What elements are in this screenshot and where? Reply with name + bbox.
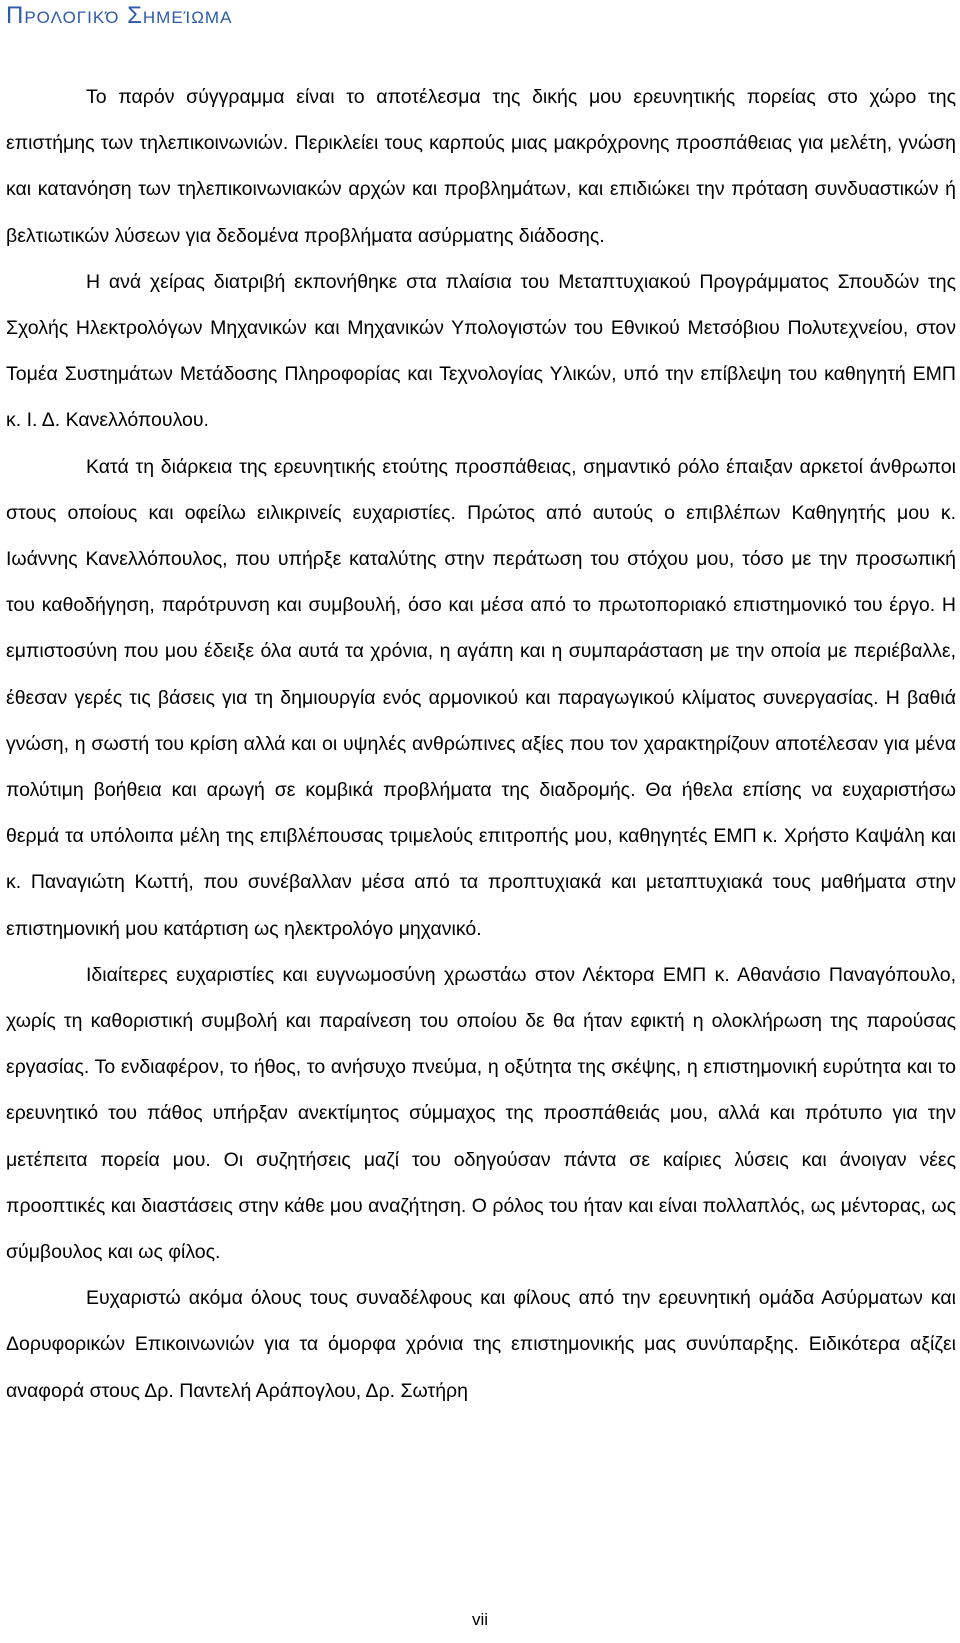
paragraph-4: Ιδιαίτερες ευχαριστίες και ευγνωμοσύνη χρωστάω στον Λέκτορα ΕΜΠ κ. Αθανάσιο Παναγόπουλο, χωρίς τη καθοριστική συμβολή και παραίνεση του οποίου δε θα ήταν εφικτή η ολοκλήρωση της παρούσας εργασίας. Το ενδιαφέρον, το ήθος, το ανήσυχο πνεύμα, η οξύτητα της σκέψης, η επιστημονική ευρύτητα και το ερευνητικό του πάθος υπήρξαν ανεκτίμητος σύμμαχος της προσπάθειάς μου, αλλά και πρότυπο για την μετέπειτα πορεία μου. Οι συζητήσεις μαζί του οδηγούσαν πάντα σε καίριες λύσεις και άνοιγαν νέες προοπτικές και διαστάσεις στην κάθε μου αναζήτηση. Ο ρόλος του ήταν και είναι πολλαπλός, ως μέντορας, ως σύμβουλος και ως φίλος.: [6, 963, 956, 1264]
page-heading: Προλογικό Σημείωμα: [6, 2, 233, 29]
paragraph-2: Η ανά χείρας διατριβή εκπονήθηκε στα πλαίσια του Μεταπτυχιακού Προγράμματος Σπουδών της Σχολής Ηλεκτρολόγων Μηχανικών και Μηχανικών Υπολογιστών του Εθνικού Μετσόβιου Πολυτεχνείου, στον Τομέα Συστημάτων Μετάδοσης Πληροφορίας και Τεχνολογίας Υλικών, υπό την επίβλεψη του καθηγητή ΕΜΠ κ. Ι. Δ. Κανελλόπουλου.: [6, 270, 956, 432]
page-number: vii: [471, 1610, 489, 1629]
body-text: [6, 74, 956, 1414]
paragraph-1: Το παρόν σύγγραμμα είναι το αποτέλεσμα της δικής μου ερευνητικής πορείας στο χώρο της επιστήμης των τηλεπικοινωνιών. Περικλείει τους καρπούς μιας μακρόχρονης προσπάθειας για μελέτη, γνώση και κατανόηση των τηλεπικοινωνιακών αρχών και προβλημάτων, και επιδιώκει την πρόταση συνδυαστικών ή βελτιωτικών λύσεων για δεδομένα προβλήματα ασύρματης διάδοσης.: [6, 86, 956, 247]
paragraph-3: Κατά τη διάρκεια της ερευνητικής ετούτης προσπάθειας, σημαντικό ρόλο έπαιξαν αρκετοί άνθρωποι στους οποίους και οφείλω ειλικρινείς ευχαριστίες. Πρώτος από αυτούς ο επιβλέπων Καθηγητής μου κ. Ιωάννης Κανελλόπουλος, που υπήρξε καταλύτης στην περάτωση του στόχου μου, τόσο με την προσωπική του καθοδήγηση, παρότρυνση και συμβουλή, όσο και μέσα από το πρωτοποριακό επιστημονικό του έργο. Η εμπιστοσύνη που μου έδειξε όλα αυτά τα χρόνια, η αγάπη και η συμπαράσταση με την οποία με περιέβαλλε, έθεσαν γερές τις βάσεις για τη δημιουργία ενός αρμονικού και παραγωγικού κλίματος συνεργασίας. Η βαθιά γνώση, η σωστή του κρίση αλλά και οι υψηλές ανθρώπινες αξίες που τον χαρακτηρίζουν αποτέλεσαν για μένα πολύτιμη βοήθεια και αρωγή σε κομβικά προβλήματα της διαδρομής. Θα ήθελα επίσης να ευχαριστήσω θερμά τα υπόλοιπα μέλη της επιβλέπουσας τριμελούς επιτροπής μου, καθηγητές ΕΜΠ κ. Χρήστο Καψάλη και κ. Παναγιώτη Κωττή, που συνέβαλλαν μέσα από τα προπτυχιακά και μεταπτυχιακά τους μαθήματα στην επιστημονική μου κατάρτιση ως ηλεκτρολόγο μηχανικό.: [6, 455, 956, 940]
paragraph-5: Ευχαριστώ ακόμα όλους τους συναδέλφους και φίλους από την ερευνητική ομάδα Ασύρματων και Δορυφορικών Επικοινωνιών για τα όμορφα χρόνια της επιστημονικής μας συνύπαρξης. Ειδικότερα αξίζει αναφορά στους Δρ. Παντελή Αράπογλου, Δρ. Σωτήρη: [6, 1287, 956, 1402]
document-page: [6, 0, 956, 1643]
